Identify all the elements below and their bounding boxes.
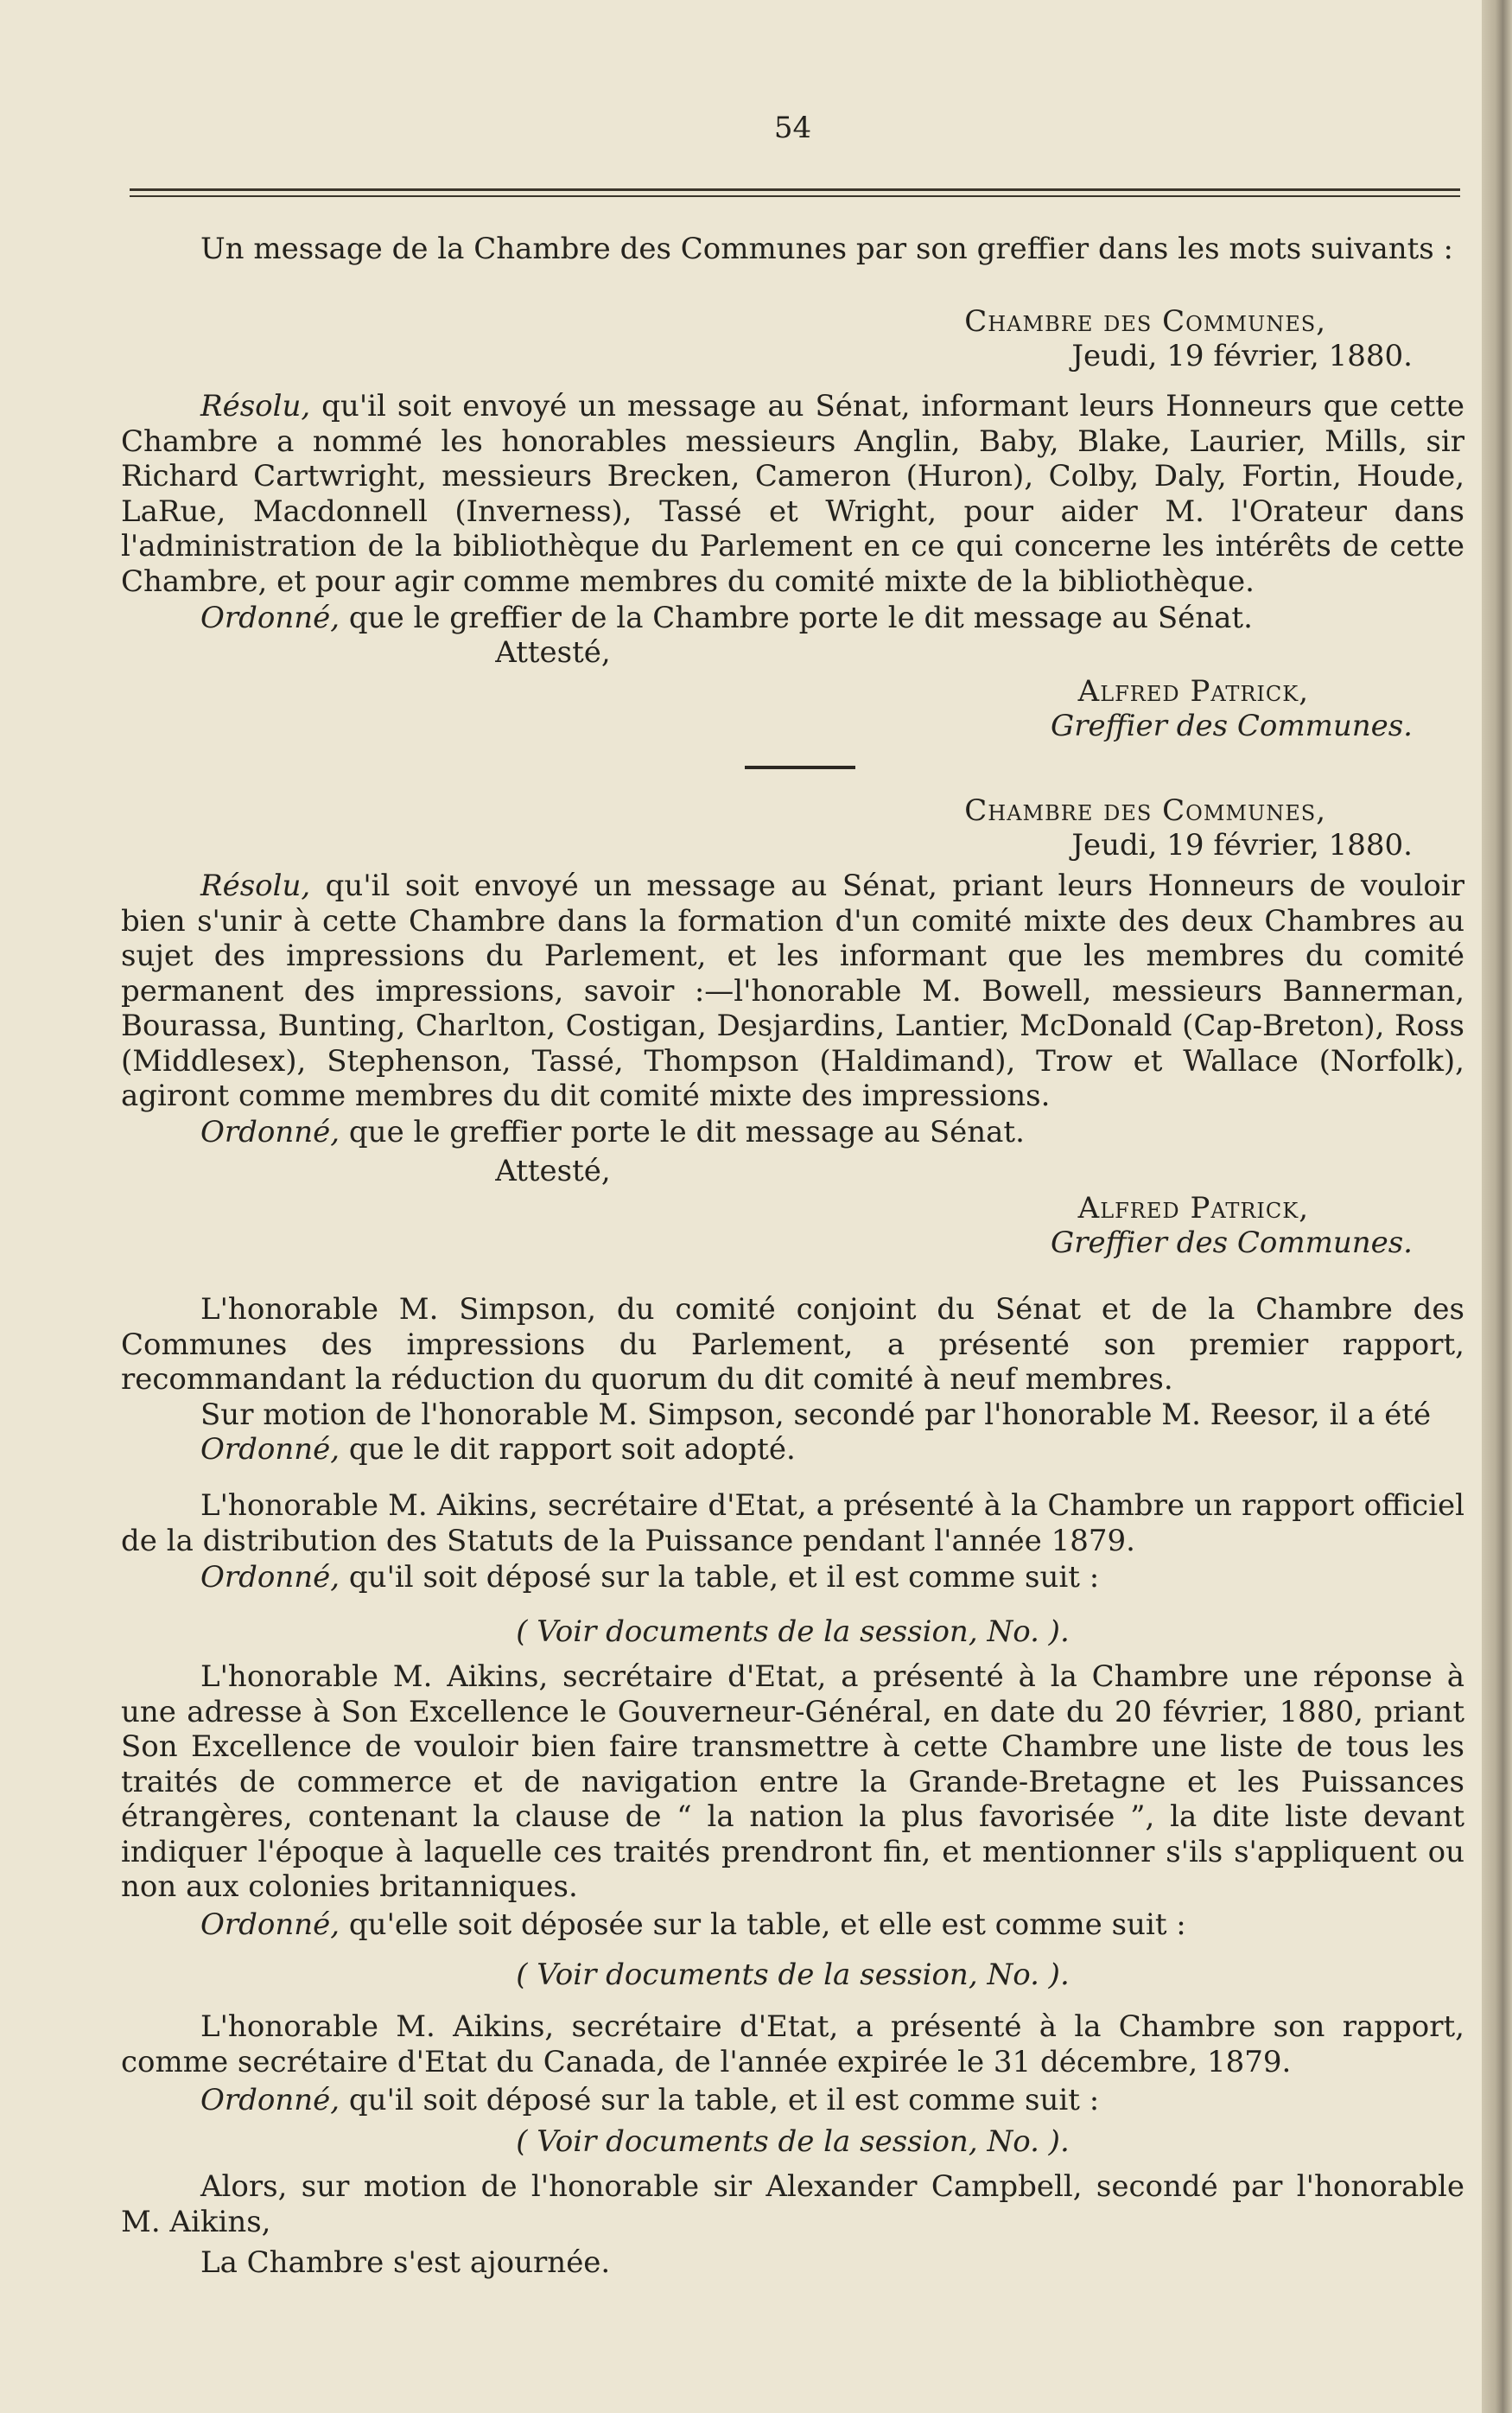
resolu-label: Résolu,: [200, 389, 311, 423]
closing-line: La Chambre s'est ajournée.: [200, 2245, 611, 2280]
message1-ordonne: [121, 601, 1464, 636]
binding-edge: [1482, 0, 1512, 2413]
elle-ordonne: [121, 1907, 1464, 1943]
message2-ordonne: [121, 1115, 1464, 1150]
message2-resolution: [121, 869, 1464, 1114]
elle-ordonne-text: qu'elle soit déposée sur la table, et elle est comme suit :: [340, 1907, 1186, 1942]
ordonne-label-4: Ordonné,: [200, 1560, 340, 1595]
motion-paragraph: Sur motion de l'honorable M. Simpson, secondé par l'honorable M. Reesor, il a été: [200, 1398, 1432, 1432]
message1-signer: Alfred Patrick,: [1077, 674, 1309, 709]
ordonne-label-6: Ordonné,: [200, 2083, 340, 2117]
aikins-paragraph-1: L'honorable M. Aikins, secrétaire d'Etat, a présenté à la Chambre un rapport officiel de la distribution des Statuts de la Puissance pendant l'année 1879.: [121, 1488, 1464, 1558]
message1-header: Chambre des Communes,: [964, 304, 1326, 339]
page-number: 54: [773, 111, 812, 145]
voir-documents-1: ( Voir documents de la session, No. ).: [516, 1614, 1070, 1649]
voir-documents-2: ( Voir documents de la session, No. ).: [516, 1958, 1070, 1992]
message2-ordonne-text: que le greffier porte le dit message au Sénat.: [340, 1115, 1025, 1149]
message1-signer-title: Greffier des Communes.: [1051, 709, 1413, 743]
aikins-paragraph-2: L'honorable M. Aikins, secrétaire d'Etat, a présenté à la Chambre une réponse à une adresse à Son Excellence le Gouverneur-Général, en date du 20 février, 1880, priant Son Excellence de vouloir bien faire transmettre à cette Chambre une liste de tous les traités de commerce et de navigation entre la Grande-Bretagne et les Puissances étrangères, contenant la clause de “ la nation la plus favorisée ”, la dite liste devant indiquer l'époque à laquelle ces traités prendront fin, et mentionner s'ils s'appliquent ou non aux colonies britanniques.: [121, 1659, 1464, 1904]
message1-resolution: [121, 389, 1464, 599]
message2-body: qu'il soit envoyé un message au Sénat, priant leurs Honneurs de vouloir bien s'unir à cette Chambre dans la formation d'un comité mixte des deux Chambres au sujet des impressions du Parlement, et les informant que les membres du comité permanent des impressions, savoir :—l'honorable M. Bowell, messieurs Bannerman, Bourassa, Bunting, Charlton, Costigan, Desjardins, Lantier, McDonald (Cap-Breton), Ross (Middlesex), Stephenson, Tassé, Thompson (Haldimand), Trow et Wallace (Norfolk), agiront comme membres du dit comité mixte des impressions.: [121, 869, 1464, 1113]
voir-documents-3: ( Voir documents de la session, No. ).: [516, 2124, 1070, 2159]
ordonne-label-3: Ordonné,: [200, 1432, 340, 1467]
header-rule: [130, 188, 1460, 191]
resolu-label-2: Résolu,: [200, 869, 311, 903]
depose-ordonne: [121, 1560, 1464, 1595]
message2-signer: Alfred Patrick,: [1077, 1191, 1309, 1226]
depose2-ordonne: [121, 2083, 1464, 2118]
simpson-paragraph: L'honorable M. Simpson, du comité conjoint du Sénat et de la Chambre des Communes des impressions du Parlement, a présenté son premier rapport, recommandant la réduction du quorum du dit comité à neuf membres.: [121, 1292, 1464, 1397]
header-rule-thin: [130, 195, 1460, 197]
section-divider: [745, 766, 855, 769]
aikins-paragraph-3: L'honorable M. Aikins, secrétaire d'Etat, a présenté à la Chambre son rapport, comme secrétaire d'Etat du Canada, de l'année expirée le 31 décembre, 1879.: [121, 2009, 1464, 2079]
message1-body: qu'il soit envoyé un message au Sénat, informant leurs Honneurs que cette Chambre a nommé les honorables messieurs Anglin, Baby, Blake, Laurier, Mills, sir Richard Cartwright, messieurs Brecken, Cameron (Huron), Colby, Daly, Fortin, Houde, LaRue, Macdonnell (Inverness), Tassé et Wright, pour aider M. l'Orateur dans l'administration de la bibliothèque du Parlement en ce qui concerne les intérêts de cette Chambre, et pour agir comme membres du comité mixte de la bibliothèque.: [121, 389, 1464, 599]
depose2-ordonne-text: qu'il soit déposé sur la table, et il est comme suit :: [340, 2083, 1100, 2117]
ordonne-label-2: Ordonné,: [200, 1115, 340, 1149]
message1-atteste: Attesté,: [495, 635, 611, 670]
intro-paragraph: Un message de la Chambre des Communes par son greffier dans les mots suivants :: [200, 232, 1453, 266]
message2-header: Chambre des Communes,: [964, 793, 1326, 828]
motion-ordonne-text: que le dit rapport soit adopté.: [340, 1432, 796, 1467]
message1-ordonne-text: que le greffier de la Chambre porte le dit message au Sénat.: [340, 601, 1253, 635]
message2-atteste: Attesté,: [495, 1154, 611, 1188]
message2-date: Jeudi, 19 février, 1880.: [1071, 828, 1413, 863]
alors-paragraph: Alors, sur motion de l'honorable sir Alexander Campbell, secondé par l'honorable M. Aikins,: [121, 2169, 1464, 2239]
ordonne-label: Ordonné,: [200, 601, 340, 635]
ordonne-label-5: Ordonné,: [200, 1907, 340, 1942]
depose-ordonne-text: qu'il soit déposé sur la table, et il est comme suit :: [340, 1560, 1100, 1595]
message2-signer-title: Greffier des Communes.: [1051, 1226, 1413, 1260]
motion-ordonne: [121, 1432, 1464, 1468]
message1-date: Jeudi, 19 février, 1880.: [1071, 339, 1413, 373]
